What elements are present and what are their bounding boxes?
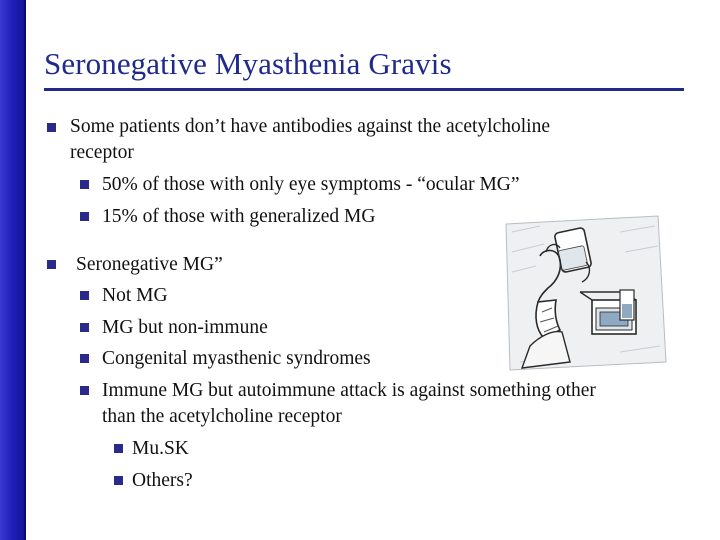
bullet-2-sub-3: Congenital myasthenic syndromes — [102, 348, 371, 369]
square-bullet-icon — [47, 123, 56, 132]
title-underline — [44, 88, 684, 91]
hand-holding-vial-illustration — [500, 212, 670, 372]
square-bullet-icon — [47, 260, 56, 269]
bullet-1-sub-1: 50% of those with only eye symptoms - “ocular MG” — [102, 174, 520, 195]
bullet-2-text: Seronegative MG” — [76, 254, 223, 275]
bullet-2-subsub-2: Others? — [132, 470, 193, 491]
square-bullet-icon — [80, 180, 89, 189]
bullet-2-sub-4-line2: than the acetylcholine receptor — [102, 406, 342, 427]
slide-title: Seronegative Myasthenia Gravis — [44, 46, 452, 81]
left-accent-bar — [0, 0, 24, 540]
square-bullet-icon — [114, 476, 123, 485]
bullet-1-sub-2: 15% of those with generalized MG — [102, 206, 376, 227]
square-bullet-icon — [80, 354, 89, 363]
square-bullet-icon — [114, 444, 123, 453]
bullet-2-sub-2: MG but non-immune — [102, 317, 268, 338]
bullet-2-sub-1: Not MG — [102, 285, 168, 306]
square-bullet-icon — [80, 386, 89, 395]
square-bullet-icon — [80, 291, 89, 300]
bullet-2-subsub-1: Mu.SK — [132, 438, 189, 459]
square-bullet-icon — [80, 212, 89, 221]
bullet-1-text-line1: Some patients don’t have antibodies against the acetylcholine — [70, 116, 550, 137]
left-accent-bar-edge — [24, 0, 26, 540]
bullet-1-text-line2: receptor — [70, 142, 134, 163]
bullet-2-sub-4-line1: Immune MG but autoimmune attack is against something other — [102, 380, 596, 401]
square-bullet-icon — [80, 323, 89, 332]
